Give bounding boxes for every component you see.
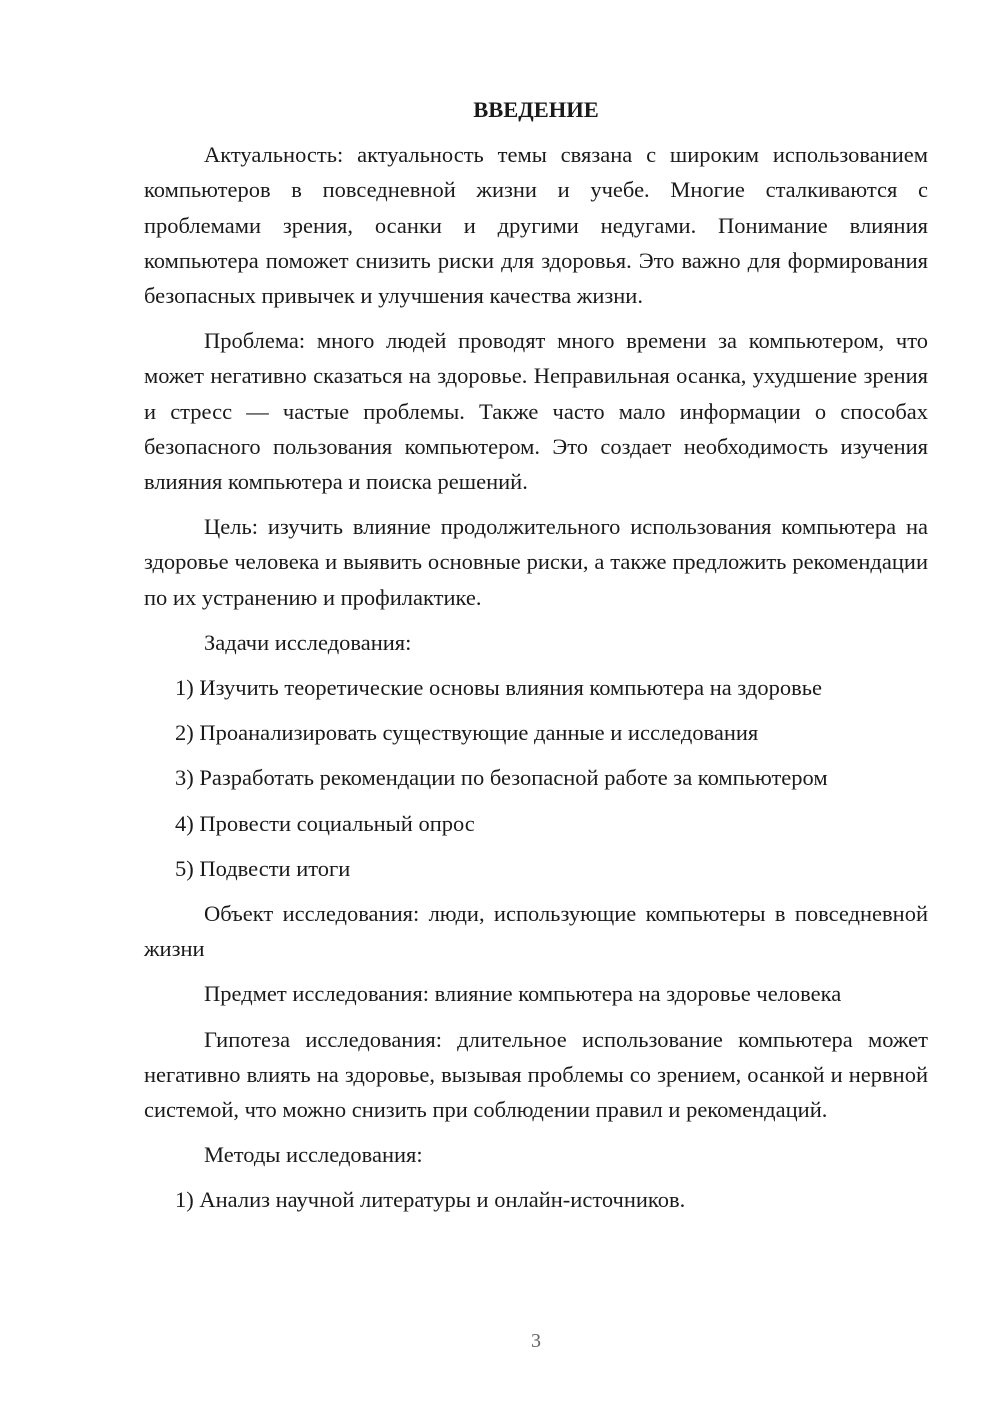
problem-paragraph: Проблема: много людей проводят много времени за компьютером, что может негативно сказаться на здоровье. Неправильная осанка, ухудшение зрения и стресс — частые проблемы. Также часто мало информации о способах безопасного пользования компьютером. Это создает необходимость изучения влияния компьютера и поиска решений. [144,328,928,495]
tasks-title: Задачи исследования: [204,629,412,655]
subject-paragraph: Предмет исследования: влияние компьютера на здоровье человека [204,981,842,1007]
method-item: 1) Анализ научной литературы и онлайн-источников. [175,1187,686,1213]
methods-list [144,1182,928,1217]
tasks-list [144,670,928,886]
page-number: 3 [531,1330,541,1352]
task-item: 1) Изучить теоретические основы влияния компьютера на здоровье [175,675,822,701]
task-item: 5) Подвести итоги [175,855,351,881]
relevance-paragraph: Актуальность: актуальность темы связана с широким использованием компьютеров в повседневной жизни и учебе. Многие сталкиваются с проблемами зрения, осанки и другими недугами. Понимание влияния компьютера поможет снизить риски для здоровья. Это важно для формирования безопасных привычек и улучшения качества жизни. [144,142,928,309]
task-item: 2) Проанализировать существующие данные и исследования [175,720,759,746]
page-content [144,92,928,1228]
task-item: 4) Провести социальный опрос [175,810,475,836]
task-item: 3) Разработать рекомендации по безопасной работе за компьютером [175,765,828,791]
hypothesis-paragraph: Гипотеза исследования: длительное использование компьютера может негативно влиять на здоровье, вызывая проблемы со зрением, осанкой и нервной системой, что можно снизить при соблюдении правил и рекомендаций. [144,1026,928,1123]
goal-paragraph: Цель: изучить влияние продолжительного использования компьютера на здоровье человека и выявить основные риски, а также предложить рекомендации по их устранению и профилактике. [144,514,928,610]
section-heading: ВВЕДЕНИЕ [473,97,599,122]
methods-title: Методы исследования: [204,1142,423,1168]
object-paragraph: Объект исследования: люди, использующие компьютеры в повседневной жизни [144,901,928,962]
